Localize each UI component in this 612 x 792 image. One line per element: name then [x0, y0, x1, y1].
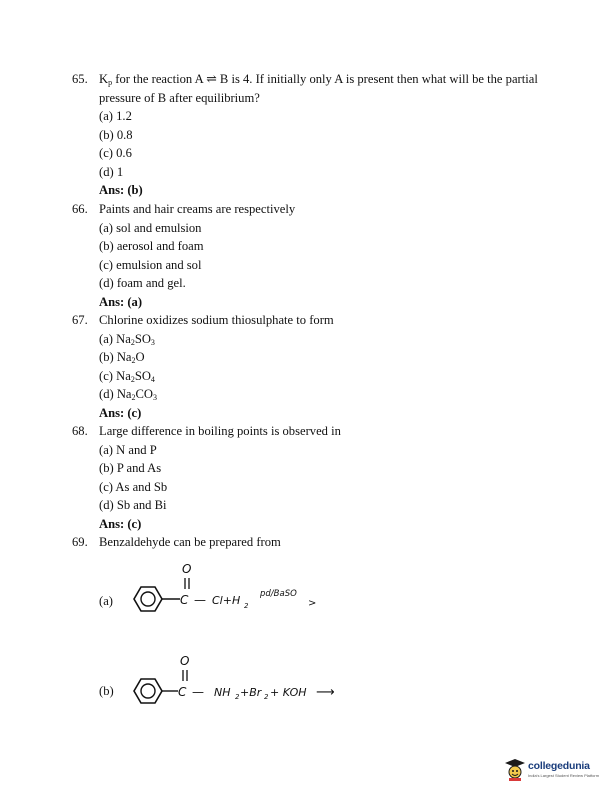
option-a-label: (a) [99, 594, 113, 608]
carbon-atom: C [180, 593, 189, 607]
graduate-icon [504, 758, 526, 782]
question-text: $K_p$ for the reaction A ⇌ B is 4. If initially only A is present then what will be the partial pressure of B after equilibrium? [99, 72, 538, 105]
reactants-text: Cl+H [212, 594, 241, 607]
benzene-ring [134, 679, 162, 703]
logo-tagline: India's Largest Student Review Platform [528, 773, 600, 778]
oxygen-atom: O [180, 654, 190, 668]
oxygen-atom: O [182, 562, 192, 576]
br-text: +Br [240, 686, 262, 699]
question-number: 69. [72, 535, 88, 549]
question-67 [72, 311, 542, 422]
benzene-ring [134, 587, 162, 611]
reaction-arrow: > [308, 598, 317, 609]
single-bond-dash: — [194, 593, 206, 607]
option-b: (b) aerosol and foam [99, 239, 204, 253]
option-d: (d) foam and gel. [99, 276, 186, 290]
answer: Ans: (c) [99, 405, 142, 420]
question-text: Paints and hair creams are respectively [99, 202, 296, 216]
equilibrium-arrow: ⇌ [206, 72, 217, 86]
question-65 [72, 70, 542, 200]
question-68 [72, 422, 542, 533]
option-a: (a) $Na_2SO_3$ [99, 331, 155, 347]
option-c: (c) As and Sb [99, 479, 168, 494]
option-d: (d) $Na_2CO_3$ [99, 387, 158, 402]
question-text: Large difference in boiling points is observed in [99, 424, 341, 438]
option-c: (c) $Na_2SO_4$ [99, 368, 155, 384]
nh-text: NH [214, 686, 231, 699]
question-number: 66. [72, 202, 88, 216]
answer: Ans: (a) [99, 294, 143, 309]
catalyst-text: pd/BaSO [260, 589, 297, 599]
option-b: (b) 0.8 [99, 127, 133, 142]
option-c: (c) emulsion and sol [99, 257, 202, 272]
collegedunia-logo [504, 758, 608, 784]
benzamide-structure [120, 648, 380, 708]
option-d: (d) Sb and Bi [99, 498, 167, 512]
option-a: (a) N and P [99, 442, 157, 457]
question-text: Chlorine oxidizes sodium thiosulphate to form [99, 313, 334, 327]
answer: Ans: (c) [99, 516, 142, 531]
option-c: (c) 0.6 [99, 146, 132, 160]
benzene-ring-circle [141, 684, 155, 698]
koh-text: + KOH [270, 686, 307, 699]
reaction-arrow: ⟶ [316, 685, 335, 700]
question-text: Benzaldehyde can be prepared from [99, 535, 281, 549]
benzene-ring-circle [141, 592, 155, 606]
question-69 [72, 533, 542, 552]
logo-name: collegedunia [528, 760, 590, 772]
carbon-atom: C [178, 685, 187, 699]
h2-subscript: 2 [244, 602, 249, 610]
option-b: (b) P and As [99, 461, 162, 475]
question-number: 68. [72, 424, 88, 438]
question-number: 67. [72, 313, 88, 327]
option-b: (b) $Na_2O$ [99, 350, 145, 365]
option-a: (a) 1.2 [99, 109, 132, 123]
question-66 [72, 200, 542, 311]
answer: Ans: (b) [99, 183, 143, 197]
br2-subscript: 2 [264, 693, 269, 701]
benzoyl-chloride-structure [120, 556, 370, 616]
single-bond-dash: — [192, 685, 204, 699]
option-b-label: (b) [99, 684, 114, 698]
option-a: (a) sol and emulsion [99, 220, 202, 235]
nh2-subscript: 2 [235, 693, 240, 701]
question-number: 65. [72, 72, 88, 86]
option-d: (d) 1 [99, 164, 124, 179]
